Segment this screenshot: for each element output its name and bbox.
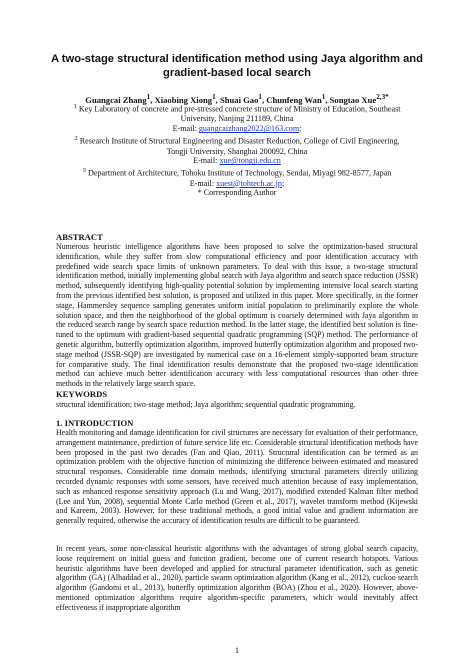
author: Guangcai Zhang$^1$ — [85, 93, 151, 105]
abstract-heading: ABSTRACT — [56, 232, 103, 242]
author: Xiaobing Xiong$^1$ — [154, 93, 216, 105]
affiliation-1-email-line: E-mail: guangcaizhang2022@163.com; — [172, 124, 302, 134]
affiliation-3-line-1: $^3$ Department of Architecture, Tohoku Institute of Technology, Sendai, Miyagi 982-8577, Japan — [82, 167, 392, 178]
affiliation-2-line-2: Tongji University, Shanghai 200092, China — [166, 146, 308, 156]
introduction-paragraph-1: Health monitoring and damage identification for civil structures are necessary for evaluation of their performance, arrangement maintenance, prediction of future service life etc. Considerable structural identification methods have been proposed in the past two decades (Fan and Qiao, 2011). Structural identification can be termed as an optimization problem with the objective function of minimizing the difference between estimated and measured structural responses. Considerable time domain methods, identifying structural parameters directly utilizing recorded dynamic responses with some sensors, have received much attention because of easy implementation, such as enhanced response sensitivity approach (Lu and Wang, 2017), modified extended Kalman filter method (Lee and Yun, 2008), sequential Monte Carlo method (Green et al., 2017), wavelet transform method (Kijewski and Kareem, 2003). However, for these traditional methods, a good initial value and gradient information are generally required, otherwise the accuracy of identification results are difficult to be guaranteed. — [56, 428, 418, 526]
email-link[interactable]: guangcaizhang2022@163.com — [198, 124, 300, 134]
author: Shuai Gao$^1$ — [219, 93, 262, 105]
abstract-text: Numerous heuristic intelligence algorithms have been proposed to solve the optimization-based structural identification, while they suffer from slow computational efficiency and poor identification accuracy with predefined wide search space limits of unknown parameters. To deal with this issue, a two-stage structural identification method, initially implementing global search with Jaya algorithm and search space reduction (JSSR) method, subsequently identifying high-quality potential solution by implementing intensive local search starting from the previous identified best solution, is proposed and utilized in this paper. More specifically, in the former stage, Hammersley sequence sampling generates uniform initial population to preliminarily explore the whole solution space, and then the neighborhood of the global optimum is coarsely determined with Jaya algorithm in the reduced search range by search space reduction method. In the latter stage, the identified best solution is fine-tuned to the optimum with gradient-based sequential quadratic programming (SQP) method. The performance of genetic algorithm, butterfly optimization algorithm, improved butterfly optimization algorithm and proposed two-stage method (JSSR-SQP) are investigated by numerical case on a 16-element simply-supported beam structure for comparative study. The final identification results demonstrate that the proposed two-stage identification method can achieve much better identification accuracy with less computational resources than other three methods in the relatively large search space. — [56, 242, 418, 389]
paper-title: A two-stage structural identification method using Jaya algorithm and gradient-based local search — [51, 53, 423, 79]
page-number: 1 — [235, 646, 239, 655]
keywords-text: structural identification; two-stage method; Jaya algorithm; sequential quadratic programming. — [56, 400, 356, 409]
affiliation-1-line-1: $^1$ Key Laboratory of concrete and pre-stressed concrete structure of Ministry of Education, Southeast — [73, 103, 401, 114]
affiliation-3-email-line: E-mail: xuest@tohtech.ac.jp; — [189, 178, 285, 188]
author-list: Guangcai Zhang$^1$, Xiaobing Xiong$^1$, Shuai Gao$^1$, Chunfeng Wan$^1$, Songtao Xue$^{2,3*}$ — [85, 93, 389, 105]
introduction-heading: 1. INTRODUCTION — [56, 418, 134, 428]
affiliation-1-line-2: University, Nanjing 211189, China — [180, 114, 294, 124]
affiliation-2-email-line: E-mail: xue@tongji.edu.cn — [193, 156, 281, 166]
author: Songtao Xue$^{2,3*}$ — [329, 93, 389, 105]
email-link[interactable]: xuest@tohtech.ac.jp — [216, 178, 282, 188]
author: Chunfeng Wan$^1$ — [266, 93, 326, 105]
affiliations — [56, 102, 418, 198]
introduction-paragraph-2: In recent years, some non-classical heuristic algorithms with the advantages of strong global search capacity, loose requirement on initial guess and function gradient, become one of current research hotspots. Various heuristic algorithms have been developed and applied for structural parameter identification, such as genetic algorithm (GA) (Alhaddad et al., 2020), particle swarm optimization algorithm (Kang et al., 2012), cuckoo search algorithm (Gandomi et al., 2013), butterfly optimization algorithm (BOA) (Zhou et al., 2020). However, above-mentioned optimization algorithms require algorithm-specific parameters, which would inevitably affect effectiveness if inappropriate algorithm — [56, 544, 418, 612]
keywords-heading: KEYWORDS — [56, 389, 108, 399]
email-link[interactable]: xue@tongji.edu.cn — [219, 156, 281, 166]
affiliation-2-line-1: $^2$ Research Institute of Structural Engineering and Disaster Reduction, College of Civil Engineering, — [74, 135, 400, 146]
corresponding-author-note: * Corresponding Author — [197, 188, 277, 198]
